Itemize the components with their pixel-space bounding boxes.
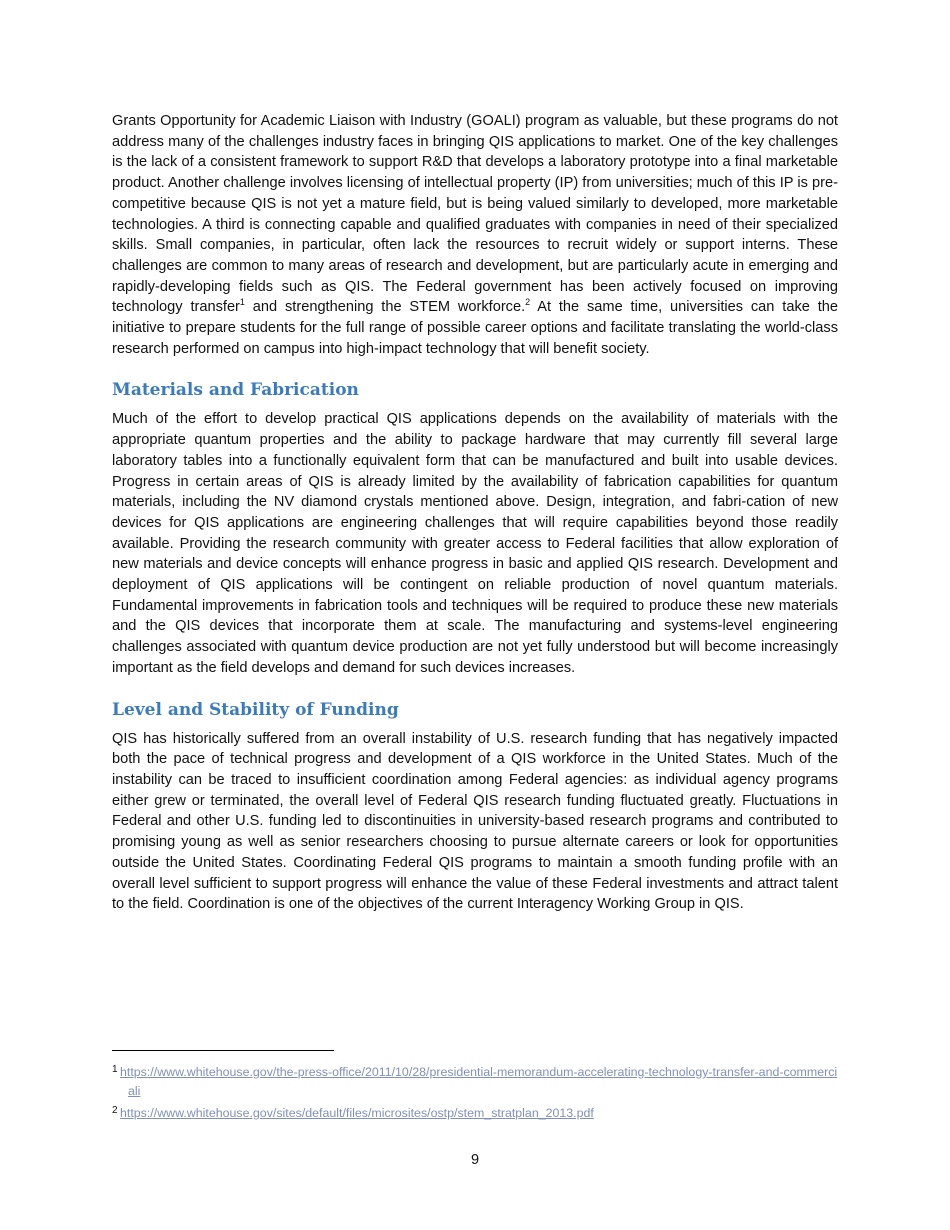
intro-text-part-c: At the same time, universities can take the initiative to prepare students for the full range of possible career options and facilitate translating the world-class research performed on campus into high-impact technology that will benefit society.	[112, 299, 838, 357]
heading-materials-fabrication: Materials and Fabrication	[112, 380, 359, 401]
footnote-2	[112, 1101, 838, 1123]
footnote-2-link[interactable]: https://www.whitehouse.gov/sites/default/files/microsites/ostp/stem_stratplan_2013.pdf	[120, 1106, 594, 1120]
footnote-ref-1[interactable]: 1	[239, 297, 245, 308]
funding-paragraph: QIS has historically suffered from an overall instability of U.S. research funding that has negatively impacted both the pace of technical progress and development of a QIS workforce in the United States. Much of the instability can be traced to insufficient coordination among Federal agencies: as individual agency programs either grew or terminated, the overall level of Federal QIS research funding fluctuated greatly. Fluctuations in Federal and other U.S. funding led to discontinuities in university-based research programs and contributed to promising young as well as senior researchers choosing to pursue alternate careers or look for opportunities outside the United States. Coordinating Federal QIS programs to maintain a smooth funding profile with an overall level sufficient to support progress will enhance the value of these Federal investments and attract talent to the field. Coordination is one of the objectives of the current Interagency Working Group in QIS.	[112, 730, 838, 913]
footnote-ref-2[interactable]: 2	[525, 297, 531, 308]
intro-paragraph	[112, 111, 838, 359]
footnote-1-number: 1	[112, 1064, 118, 1075]
intro-text-part-b: and strengthening the STEM workforce.	[244, 299, 526, 316]
intro-text-part-a: Grants Opportunity for Academic Liaison with Industry (GOALI) program as valuable, but these programs do not address many of the challenges industry faces in bringing QIS applications to market. One of the key challenges is the lack of a consistent framework to support R&D that develops a laboratory prototype into a final marketable product. Another challenge involves licensing of intellectual property (IP) from universities; much of this IP is pre-competitive because QIS is not yet a mature field, but is being valued similarly to developed, more marketable technologies. A third is connecting capable and qualified graduates with companies in need of their specialized skills. Small companies, in particular, often lack the resources to recruit widely or support interns. These challenges are common to many areas of research and development, but are particularly acute in emerging and rapidly-developing fields such as QIS. The Federal government has been actively focused on improving technology transfer	[112, 113, 838, 316]
heading-level-stability-funding: Level and Stability of Funding	[112, 699, 399, 720]
footnotes	[112, 1060, 838, 1123]
page-number: 9	[470, 1152, 480, 1168]
document-body	[112, 111, 838, 915]
footnote-divider	[112, 1050, 334, 1051]
materials-paragraph: Much of the effort to develop practical QIS applications depends on the availability of materials with the appropriate quantum properties and the ability to package hardware that may currently fill several large laboratory tables into a functionally equivalent form that can be manufactured and built into usable devices. Progress in certain areas of QIS is already limited by the availability of fabrication capabilities for quantum materials, including the NV diamond crystals mentioned above. Design, integration, and fabri-cation of new devices for QIS applications are engineering challenges that will require capabilities beyond those readily available. Providing the research community with greater access to Federal facilities that allow exploration of new materials and device concepts will enhance progress in basic and applied QIS research. Development and deployment of QIS applications will be contingent on reliable production of novel quantum materials. Fundamental improvements in fabrication tools and techniques will be required to produce these new materials and the QIS devices that incorporate them at scale. The manufacturing and systems-level engineering challenges associated with quantum device production are not yet fully understood but will become increasingly important as the field develops and demand for such devices increases.	[112, 411, 838, 676]
footnote-1-link[interactable]: https://www.whitehouse.gov/the-press-office/2011/10/28/presidential-memorandum-accelerating-technology-transfer-and-commerciali	[120, 1065, 838, 1098]
footnote-2-number: 2	[112, 1105, 118, 1116]
footnote-1	[112, 1060, 838, 1101]
